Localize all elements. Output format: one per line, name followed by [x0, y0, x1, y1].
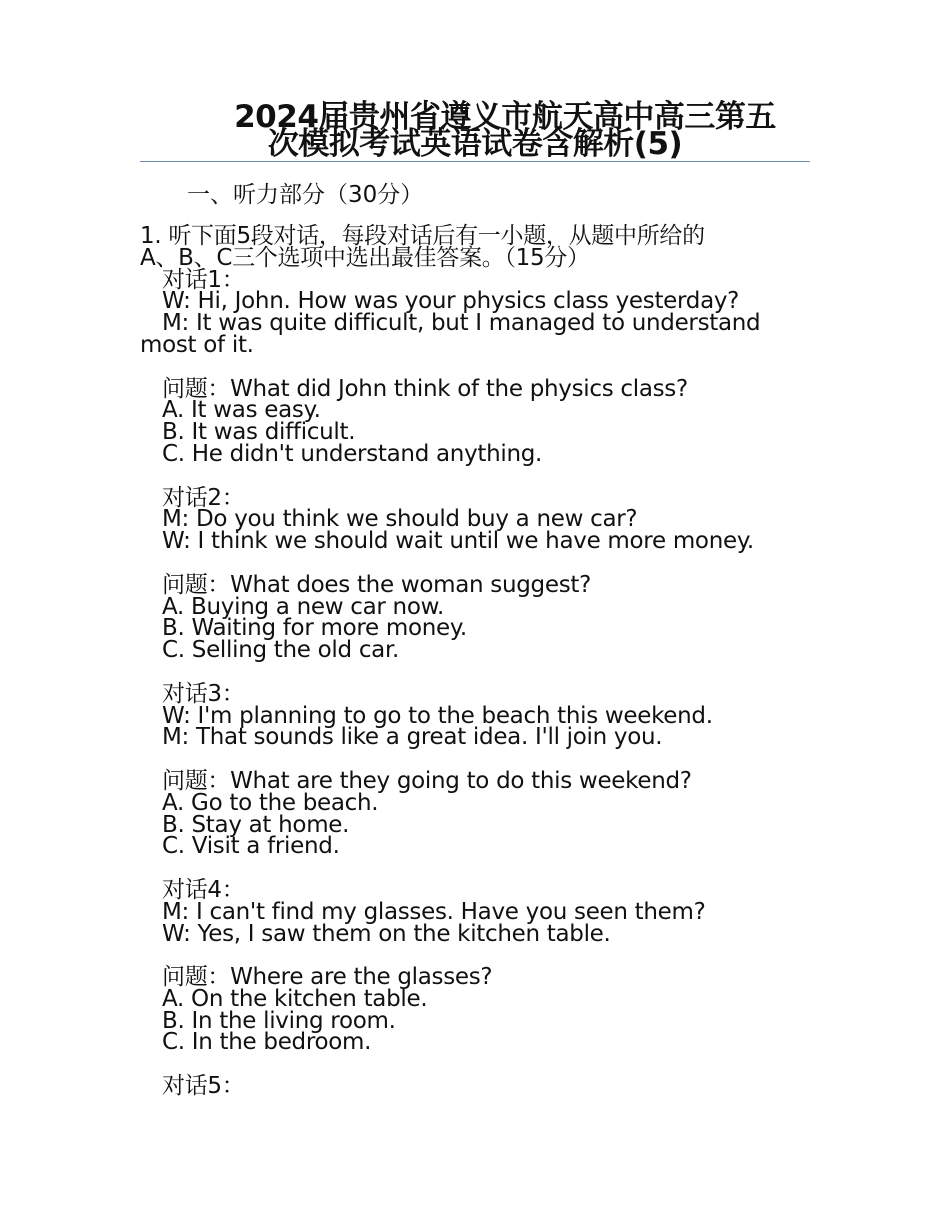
question-body: [140, 223, 820, 1100]
dialogue-1-option-b: B. It was difficult.: [162, 419, 356, 446]
dialogue-4-line-2: W: Yes, I saw them on the kitchen table.: [162, 920, 611, 947]
dialogue-2-line-1: M: Do you think we should buy a new car?: [162, 506, 638, 533]
dialogue-3-line-1: W: I'm planning to go to the beach this weekend.: [162, 702, 713, 729]
dialogue-3-line-2: M: That sounds like a great idea. I'll join you.: [162, 724, 663, 751]
dialogue-2-label: 对话2：: [162, 484, 245, 511]
dialogue-1-line-1: W: Hi, John. How was your physics class yesterday?: [162, 288, 740, 315]
dialogue-1-option-c: C. He didn't understand anything.: [162, 440, 543, 467]
dialogue-4-option-b: B. In the living room.: [162, 1007, 396, 1034]
dialogue-1-question: 问题：What did John think of the physics class?: [162, 375, 688, 402]
dialogue-4-question: 问题：Where are the glasses?: [162, 964, 493, 991]
dialogue-3-option-b: B. Stay at home.: [162, 811, 350, 838]
dialogue-3-option-a: A. Go to the beach.: [162, 789, 379, 816]
dialogue-4-option-a: A. On the kitchen table.: [162, 985, 428, 1012]
dialogue-4-label: 对话4：: [162, 876, 245, 903]
dialogue-2-option-c: C. Selling the old car.: [162, 637, 400, 664]
dialogue-2-option-a: A. Buying a new car now.: [162, 593, 445, 620]
dialogue-1-label: 对话1：: [162, 266, 245, 293]
dialogue-4-line-1: M: I can't find my glasses. Have you seen them?: [162, 898, 706, 925]
title-line-2: 次模拟考试英语试卷含解析(5): [267, 126, 683, 162]
dialogue-1-line-2a: M: It was quite difficult, but I managed to understand: [162, 310, 761, 337]
section-heading-listening: 一、听力部分（30分）: [187, 182, 424, 208]
dialogue-3-label: 对话3：: [162, 680, 245, 707]
dialogue-3-option-c: C. Visit a friend.: [162, 833, 340, 860]
instruction-line-2: A、B、C三个选项中选出最佳答案。（15分）: [140, 244, 590, 271]
title-divider: [140, 161, 810, 162]
dialogue-1-line-2b: most of it.: [140, 331, 254, 358]
document-title: [140, 99, 810, 162]
instruction-line-1: 1. 听下面5段对话，每段对话后有一小题，从题中所给的: [140, 223, 705, 249]
dialogue-2-line-2: W: I think we should wait until we have more money.: [162, 528, 754, 555]
title-line-1: 2024届贵州省遵义市航天高中高三第五: [234, 99, 776, 135]
dialogue-5-label: 对话5：: [162, 1073, 245, 1100]
dialogue-4-option-c: C. In the bedroom.: [162, 1029, 372, 1056]
dialogue-3-question: 问题：What are they going to do this weekend?: [162, 767, 692, 794]
dialogue-2-option-b: B. Waiting for more money.: [162, 615, 467, 642]
dialogue-1-option-a: A. It was easy.: [162, 397, 321, 424]
dialogue-2-question: 问题：What does the woman suggest?: [162, 571, 592, 598]
